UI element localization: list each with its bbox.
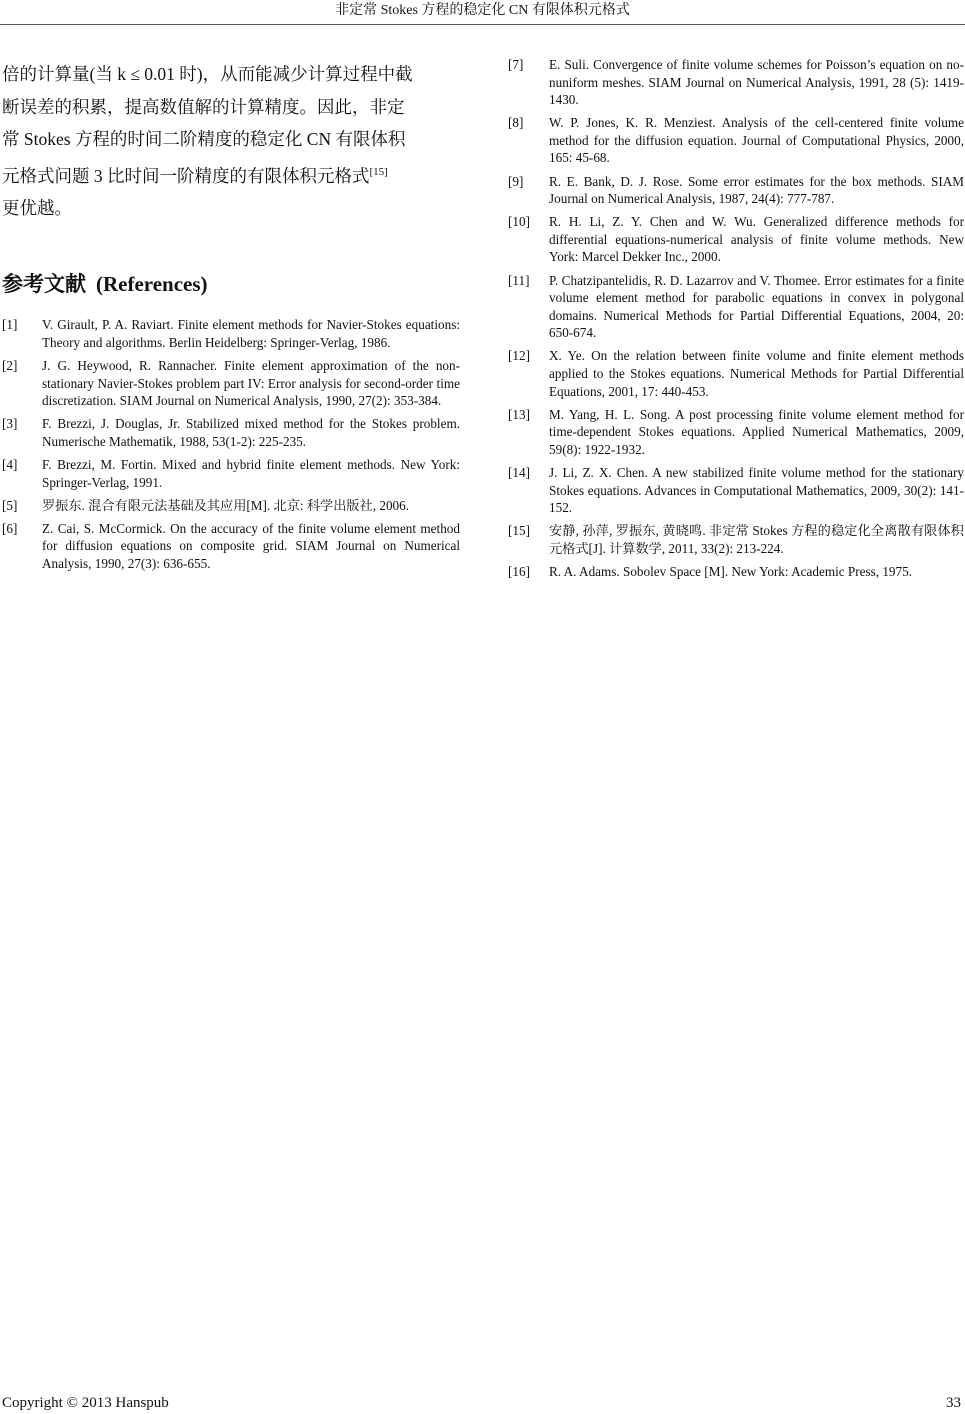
reference-text: F. Brezzi, J. Douglas, Jr. Stabilized mixed method for the Stokes problem. Numerische Mathematik, 1988, 53(1-2): 225-235. [42,416,460,449]
reference-item [508,272,964,342]
reference-item [508,522,964,557]
references-heading-en: (References) [96,272,208,297]
left-column [2,58,460,578]
reference-text: F. Brezzi, M. Fortin. Mixed and hybrid finite element methods. New York: Springer-Verlag, 1991. [42,456,460,490]
reference-item [508,464,964,517]
reference-text: X. Ye. On the relation between finite volume and finite element methods applied to the Stokes equations. Numerical Methods for Partial Differential Equations, 2001, 17: 440-453. [549,348,964,399]
reference-item [508,173,964,208]
body-line-4 [2,156,460,192]
reference-text: P. Chatzipantelidis, R. D. Lazarrov and V. Thomee. Error estimates for a finite volume element method for parabolic equations in convex in polygonal domains. Numerical Methods for Partial Differential Equations, 2004, 20: 650-674. [549,272,964,341]
footer-copyright: Copyright © 2013 Hanspub [2,1395,169,1411]
citation-superscript: [15] [369,165,388,178]
reference-item [508,406,964,459]
reference-list-right [508,56,964,581]
reference-number: [12] [508,348,530,364]
body-line-5: 更优越。 [2,197,72,218]
reference-number: [8] [508,115,524,131]
reference-text: E. Suli. Convergence of finite volume schemes for Poisson’s equation on no-nuniform meshes. SIAM Journal on Numerical Analysis, 1991, 28 (5): 1419-1430. [549,57,964,108]
reference-item [508,213,964,266]
reference-text: W. P. Jones, K. R. Menziest. Analysis of the cell-centered finite volume method for the diffusion equation. Journal of Computational Physics, 2000, 165: 45-68. [549,115,964,166]
reference-number: [13] [508,406,530,422]
reference-number: [15] [508,523,530,539]
reference-text: J. Li, Z. X. Chen. A new stabilized finite volume method for the stationary Stokes equations. Advances in Computational Mathematics, 2009, 30(2): 141-152. [549,464,964,516]
reference-item [2,415,460,450]
reference-number: [16] [508,563,530,579]
body-line-1: 倍的计算量(当 k ≤ 0.01 时)，从而能减少计算过程中截 [2,64,413,84]
references-heading-zh: 参考文献 [2,272,86,297]
reference-item [2,520,460,573]
reference-text: R. E. Bank, D. J. Rose. Some error estimates for the box methods. SIAM Journal on Numerical Analysis, 1987, 24(4): 777-787. [549,173,964,207]
footer-page-number: 33 [946,1395,961,1411]
body-line-3: 常 Stokes 方程的时间二阶精度的稳定化 CN 有限体积 [2,129,406,149]
reference-item [2,456,460,491]
body-line-4-text: 元格式问题 3 比时间一阶精度的有限体积元格式 [2,165,370,186]
body-paragraph [2,58,460,224]
reference-number: [5] [2,497,18,513]
reference-number: [11] [508,272,530,288]
reference-item [508,563,964,581]
reference-text: J. G. Heywood, R. Rannacher. Finite element approximation of the non-stationary Navier-Stokes problem part IV: Error analysis for second-order time discretization. SIAM Journal on Numerical Analysis, 1990, 27(2): 353-384. [42,358,460,409]
reference-item [2,316,460,351]
body-line-2: 断误差的积累，提高数值解的计算精度。因此，非定 [2,96,405,117]
reference-text: 安静, 孙萍, 罗振东, 黄晓鸣. 非定常 Stokes 方程的稳定化全离散有限体积元格式[J]. 计算数学, 2011, 33(2): 213-224. [549,523,964,556]
reference-text: V. Girault, P. A. Raviart. Finite element methods for Navier-Stokes equations: Theory and algorithms. Berlin Heidelberg: Springer-Verlag, 1986. [42,317,460,350]
reference-number: [14] [508,464,530,480]
reference-number: [6] [2,520,18,536]
running-head: 非定常 Stokes 方程的稳定化 CN 有限体积元格式 [0,0,965,25]
reference-number: [7] [508,57,524,72]
reference-number: [10] [508,214,530,230]
reference-number: [3] [2,416,18,432]
reference-text: Z. Cai, S. McCormick. On the accuracy of the finite volume element method for diffusion equations on composite grid. SIAM Journal on Numerical Analysis, 1990, 27(3): 636-655. [42,520,460,571]
references-heading [2,270,460,298]
reference-text: R. A. Adams. Sobolev Space [M]. New York: Academic Press, 1975. [549,563,912,579]
reference-number: [4] [2,456,18,472]
reference-item [508,56,964,109]
reference-number: [1] [2,317,18,333]
right-column [508,56,964,586]
reference-item [508,347,964,400]
reference-number: [2] [2,358,18,374]
reference-item [508,114,964,167]
reference-text: M. Yang, H. L. Song. A post processing finite volume element method for time-dependent Stokes equations. Applied Numerical Mathematics, 2009, 59(8): 1922-1932. [549,406,964,457]
reference-text: 罗振东. 混合有限元法基础及其应用[M]. 北京: 科学出版社, 2006. [42,497,410,513]
reference-text: R. H. Li, Z. Y. Chen and W. Wu. Generalized difference methods for differential equations-numerical analysis of finite volume methods. New York: Marcel Dekker Inc., 2000. [549,214,964,265]
reference-item [2,357,460,410]
reference-item [2,497,460,515]
reference-number: [9] [508,173,524,189]
reference-list-left [2,316,460,572]
